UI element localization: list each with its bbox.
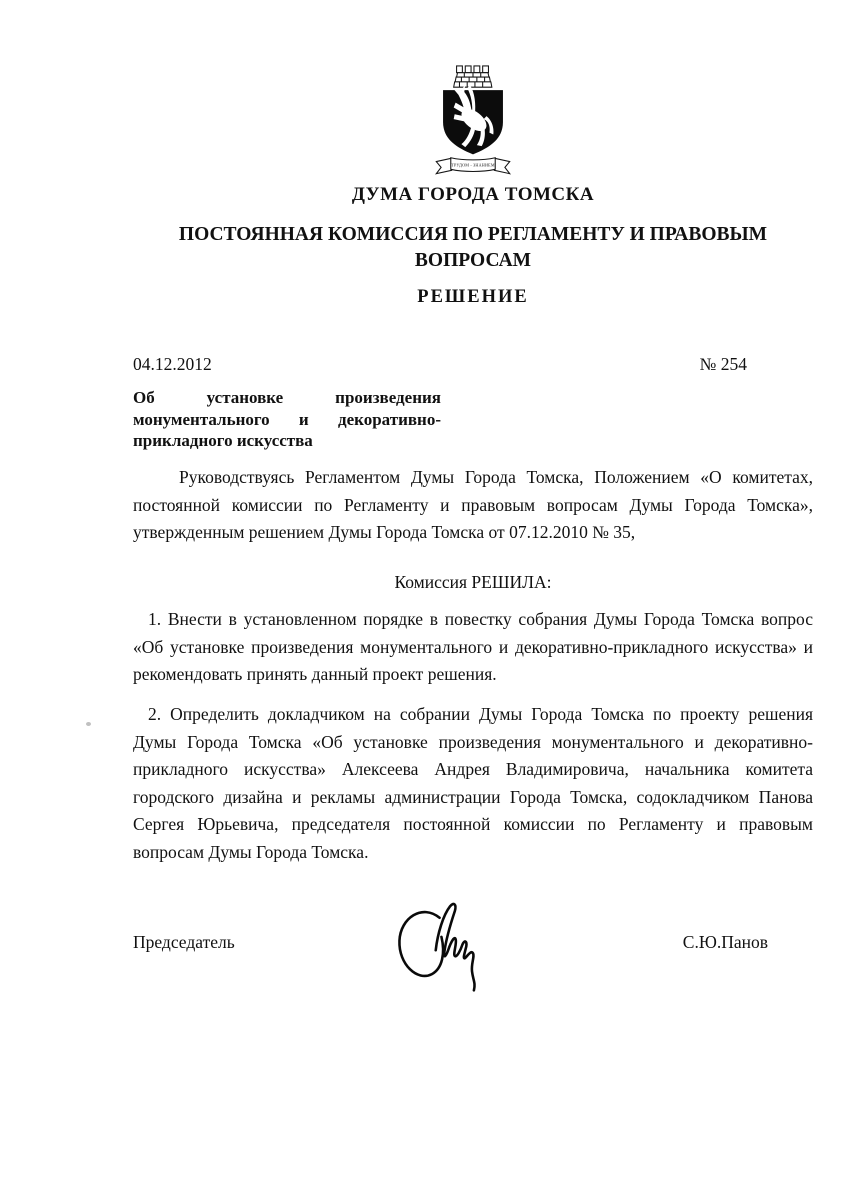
- signer-name: С.Ю.Панов: [682, 932, 768, 952]
- document-number: № 254: [699, 354, 747, 374]
- organization-name: ДУМА ГОРОДА ТОМСКА: [351, 184, 595, 205]
- document-date: 04.12.2012: [133, 354, 212, 374]
- handwritten-signature: [388, 893, 493, 997]
- motto-text: ТРУДОМ - ЗНАНИЕМ: [451, 162, 495, 168]
- mural-crown-icon: [454, 66, 492, 87]
- preamble-paragraph: Руководствуясь Регламентом Думы Города Томска, Положением «О комитетах, постоянной комиссии по Регламенту и правовым вопросам Думы Города Томска», утвержденным решением Думы Города Томска от 07.12.2010 № 35,: [133, 467, 813, 542]
- resolution-item-2: 2. Определить докладчиком на собрании Думы Города Томска по проекту решения Думы Города Томска «Об установке произведения монументального и декоративно-прикладного искусства» Алексеева Андрея Владимировича, начальника комитета городского дизайна и рекламы администрации Города Томска, содокладчиком Панова Сергея Юрьевича, председателя постоянной комиссии по Регламенту и правовым вопросам Думы Города Томска.: [133, 704, 813, 862]
- meta-row: [133, 354, 813, 375]
- document-type-title: РЕШЕНИЕ: [417, 287, 529, 307]
- resolution-item-1: 1. Внести в установленном порядке в повестку собрания Думы Города Томска вопрос «Об установке произведения монументального и декоративно-прикладного искусства» и рекомендовать принять данный проект решения.: [133, 609, 813, 684]
- document-subject: Об установке произведения монументального и декоративно-прикладного искусства: [133, 388, 441, 450]
- tomsk-coat-of-arms: [133, 64, 813, 183]
- signer-position: Председатель: [133, 932, 235, 952]
- scan-artifact-dot: [86, 722, 91, 726]
- coat-of-arms-graphic: [424, 64, 522, 178]
- resolution-heading: Комиссия РЕШИЛА:: [394, 572, 552, 592]
- commission-name: ПОСТОЯННАЯ КОМИССИЯ ПО РЕГЛАМЕНТУ И ПРАВОВЫМ ВОПРОСАМ: [178, 224, 768, 271]
